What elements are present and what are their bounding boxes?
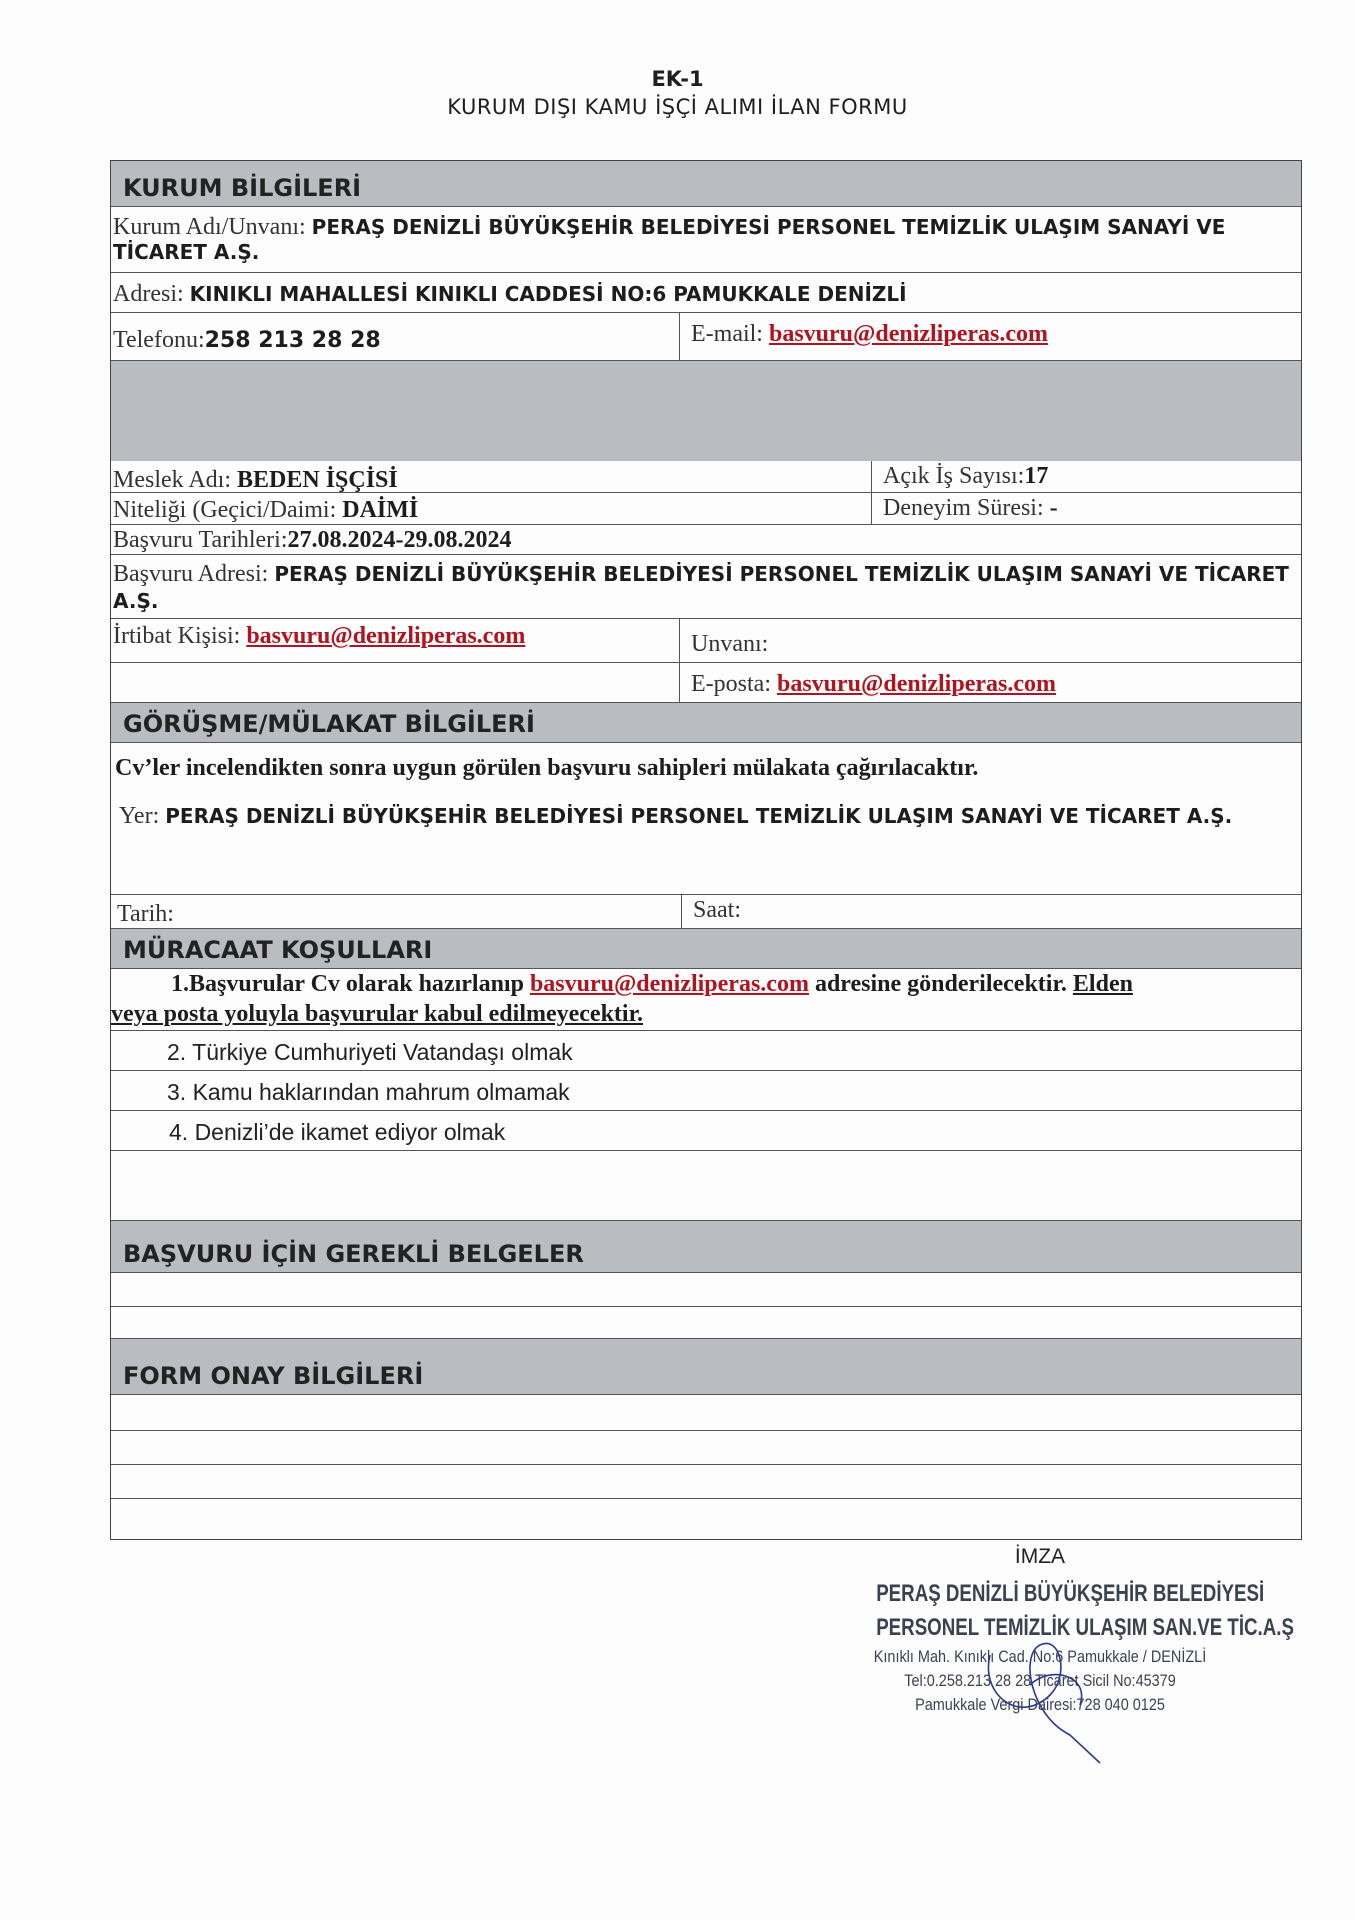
kosul-4-row: [111, 1111, 1301, 1151]
stamp-line-3: Kınıklı Mah. Kınıklı Cad. No:6 Pamukkale / DENİZLİ: [873, 1647, 1207, 1666]
deneyim-value: -: [1049, 495, 1058, 521]
nitelik-label: Niteliği (Geçici/Daimi:: [113, 497, 337, 523]
nitelik-value: DAİMİ: [342, 497, 419, 523]
section-gorusme: [111, 703, 1301, 743]
section-onay: [111, 1339, 1301, 1395]
kurum-name-label: Kurum Adı/Unvanı:: [113, 214, 306, 240]
imza-label: İMZA: [1014, 1545, 1066, 1568]
gorusme-note-row: [111, 753, 1301, 793]
kurum-address-value: KINIKLI MAHALLESİ KINIKLI CADDESİ NO:6 PAMUKKALE DENİZLİ: [189, 282, 907, 306]
form-title: KURUM DIŞI KAMU İŞÇİ ALIMI İLAN FORMU: [447, 95, 908, 119]
basvuru-tarih-label: Başvuru Tarihleri:: [113, 527, 288, 553]
irtibat-label: İrtibat Kişisi:: [113, 623, 241, 649]
kosul-empty-row: [111, 1151, 1301, 1221]
stamp-line-2: PERSONEL TEMİZLİK ULAŞIM SAN.VE TİC.A.Ş: [876, 1614, 1294, 1641]
section-muracaat: [111, 929, 1301, 969]
page-header: [0, 66, 1355, 122]
irtibat-row: [111, 619, 1301, 663]
nitelik-row: [111, 493, 1301, 525]
meslek-row: [111, 461, 1301, 493]
tarih-saat-row: [111, 895, 1301, 929]
kosul-4-text: 4. Denizli’de ikamet ediyor olmak: [169, 1119, 506, 1145]
kurum-address-row: [111, 273, 1301, 313]
basvuru-tarih-value: 27.08.2024-29.08.2024: [287, 527, 512, 553]
yer-label: Yer:: [119, 803, 160, 829]
kurum-name-value: PERAŞ DENİZLİ BÜYÜKŞEHİR BELEDİYESİ PERSONEL TEMİZLİK ULAŞIM SANAYİ VE TİCARET A.Ş.: [113, 215, 1226, 264]
announcement-form: [110, 160, 1302, 1540]
meslek-value: BEDEN İŞÇİSİ: [237, 467, 398, 493]
email-label: E-mail:: [691, 321, 763, 347]
gorusme-note: Cv’ler incelendikten sonra uygun görülen başvuru sahipleri mülakata çağırılacaktır.: [115, 755, 979, 781]
basvuru-adres-label: Başvuru Adresi:: [113, 561, 269, 587]
onay-row-2: [111, 1431, 1301, 1465]
tarih-row: [111, 525, 1301, 555]
meslek-label: Meslek Adı:: [113, 467, 231, 493]
kurum-address-label: Adresi:: [113, 281, 184, 307]
acik-is-label: Açık İş Sayısı:: [883, 463, 1025, 489]
phone-value: 258 213 28 28: [204, 328, 381, 353]
kosul-3-text: 3. Kamu haklarından mahrum olmamak: [167, 1079, 570, 1105]
kosul-1-text: 1.Başvurular Cv olarak hazırlanıp: [171, 971, 524, 997]
signature-scribble-icon: [960, 1615, 1130, 1765]
stamp-line-4: Tel:0.258.213 28 28 Ticaret Sicil No:45379: [904, 1671, 1176, 1690]
eposta-row: [111, 663, 1301, 703]
unvan-label: Unvanı:: [691, 631, 769, 657]
kosul-2-text: 2. Türkiye Cumhuriyeti Vatandaşı olmak: [167, 1039, 573, 1065]
section-belgeler: [111, 1221, 1301, 1273]
mulakat-tarih-label: Tarih:: [117, 901, 174, 927]
belge-row-1: [111, 1273, 1301, 1307]
kosul-3-row: [111, 1071, 1301, 1111]
kosul-1-warning: Elden: [1072, 971, 1133, 997]
stamp-line-5: Pamukkale Vergi Dairesi:728 040 0125: [915, 1695, 1165, 1714]
kosul-2-row: [111, 1031, 1301, 1071]
kurum-contact-row: [111, 313, 1301, 361]
kosul-1-post: adresine gönderilecektir.: [814, 971, 1067, 997]
deneyim-label: Deneyim Süresi:: [883, 495, 1044, 521]
eposta-link[interactable]: basvuru@denizliperas.com: [776, 671, 1056, 697]
kosul-1-row: [111, 969, 1301, 1031]
form-code: EK-1: [651, 67, 704, 91]
section-title: KURUM BİLGİLERİ: [123, 174, 362, 202]
section-kurum: [111, 161, 1301, 207]
kosul-1-link[interactable]: basvuru@denizliperas.com: [529, 971, 809, 997]
mulakat-saat-label: Saat:: [693, 897, 741, 923]
onay-row-4: [111, 1499, 1301, 1539]
gorusme-yer-row: [111, 801, 1301, 895]
basvuru-adres-value: PERAŞ DENİZLİ BÜYÜKŞEHİR BELEDİYESİ PERSONEL TEMİZLİK ULAŞIM SANAYİ VE TİCARET A.Ş.: [113, 562, 1289, 613]
section-title: GÖRÜŞME/MÜLAKAT BİLGİLERİ: [123, 710, 535, 738]
basvuru-adres-row: [111, 555, 1301, 619]
belge-row-2: [111, 1307, 1301, 1339]
phone-label: Telefonu:: [113, 327, 205, 353]
kosul-1-warning-cont: veya posta yoluyla başvurular kabul edilmeyecektir.: [111, 1001, 644, 1027]
section-title: BAŞVURU İÇİN GEREKLİ BELGELER: [123, 1240, 584, 1268]
section-title: FORM ONAY BİLGİLERİ: [123, 1362, 424, 1390]
yer-value: PERAŞ DENİZLİ BÜYÜKŞEHİR BELEDİYESİ PERSONEL TEMİZLİK ULAŞIM SANAYİ VE TİCARET A.Ş.: [165, 804, 1233, 828]
email-link[interactable]: basvuru@denizliperas.com: [768, 321, 1048, 347]
irtibat-link[interactable]: basvuru@denizliperas.com: [246, 623, 526, 649]
signature-block: [830, 1545, 1294, 1717]
onay-row-1: [111, 1395, 1301, 1431]
kurum-name-row: [111, 207, 1301, 273]
section-title: MÜRACAAT KOŞULLARI: [123, 936, 433, 964]
eposta-label: E-posta:: [691, 671, 771, 697]
onay-row-3: [111, 1465, 1301, 1499]
acik-is-value: 17: [1024, 463, 1049, 489]
stamp-line-1: PERAŞ DENİZLİ BÜYÜKŞEHİR BELEDİYESİ: [876, 1580, 1265, 1607]
grey-band: [111, 361, 1301, 461]
